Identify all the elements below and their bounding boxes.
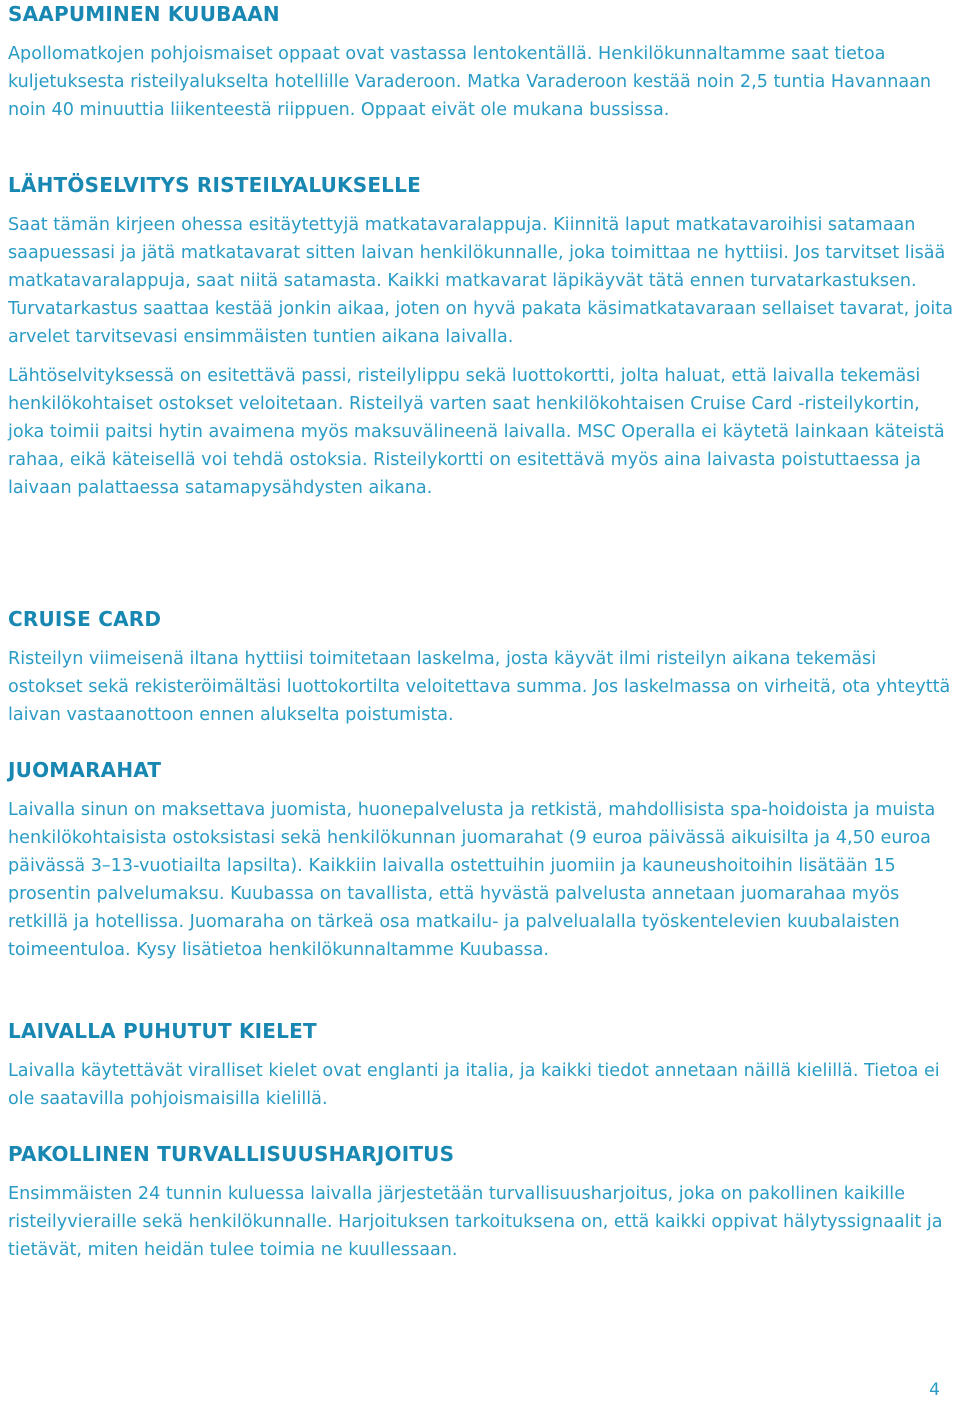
paragraph-tips: Laivalla sinun on maksettava juomista, huonepalvelusta ja retkistä, mahdollisista spa-hoidoista ja muista henkilökohtaisista ostoksistasi sekä henkilökunnan juomarahat (9 euroa päivässä aikuisilta ja 4,50 euroa päivässä 3–13-vuotiailta lapsilta). Kaikkiin laivalla ostettuihin juomiin ja kauneushoitoihin lisätään 15 prosentin palvelumaksu. Kuubassa on tavallista, että hyvästä palvelusta annetaan juomarahaa myös retkillä ja hotellissa. Juomaraha on tärkeä osa matkailu- ja palvelualalla työskentelevien kuubalaisten toimeentuloa. Kysy lisätietoa henkilökunnaltamme Kuubassa. bbox=[8, 800, 936, 960]
section-tips bbox=[8, 756, 953, 964]
heading-languages: LAIVALLA PUHUTUT KIELET bbox=[8, 1019, 317, 1043]
heading-checkin: LÄHTÖSELVITYS RISTEILYALUKSELLE bbox=[8, 173, 421, 197]
heading-tips: JUOMARAHAT bbox=[8, 758, 162, 782]
section-checkin bbox=[8, 171, 953, 502]
section-languages bbox=[8, 1017, 953, 1113]
heading-cruise-card: CRUISE CARD bbox=[8, 607, 162, 631]
heading-safety-drill: PAKOLLINEN TURVALLISUUSHARJOITUS bbox=[8, 1142, 455, 1166]
paragraph-safety-drill: Ensimmäisten 24 tunnin kuluessa laivalla järjestetään turvallisuusharjoitus, joka on pakollinen kaikille risteilyvieraille sekä henkilökunnalle. Harjoituksen tarkoituksena on, että kaikki oppivat hälytyssignaalit ja tietävät, miten heidän tulee toimia ne kuullessaan. bbox=[8, 1184, 943, 1260]
section-arrival bbox=[8, 0, 953, 124]
page-number: 4 bbox=[929, 1380, 940, 1400]
section-cruise-card bbox=[8, 605, 953, 729]
paragraph-checkin-documents: Lähtöselvityksessä on esitettävä passi, risteilylippu sekä luottokortti, jolta haluat, että laivalla tekemäsi henkilökohtaiset ostokset veloitetaan. Risteilyä varten saat henkilökohtaisen Cruise Card -risteilykortin, joka toimii paitsi hytin avaimena myös maksuvälineenä laivalla. MSC Operalla ei käytetä lainkaan käteistä rahaa, eikä käteisellä voi tehdä ostoksia. Risteilykortti on esitettävä myös aina laivasta poistuttaessa ja laivaan palattaessa satamapysähdysten aikana. bbox=[8, 366, 945, 498]
heading-arrival: SAAPUMINEN KUUBAAN bbox=[8, 2, 280, 26]
paragraph-languages: Laivalla käytettävät viralliset kielet ovat englanti ja italia, ja kaikki tiedot annetaan näillä kielillä. Tietoa ei ole saatavilla pohjoismaisilla kielillä. bbox=[8, 1061, 940, 1109]
section-safety-drill bbox=[8, 1140, 953, 1264]
paragraph-arrival: Apollomatkojen pohjoismaiset oppaat ovat vastassa lentokentällä. Henkilökunnaltamme saat tietoa kuljetuksesta risteilyalukselta hotellille Varaderoon. Matka Varaderoon kestää noin 2,5 tuntia Havannaan noin 40 minuuttia liikenteestä riippuen. Oppaat eivät ole mukana bussissa. bbox=[8, 44, 932, 120]
paragraph-cruise-card: Risteilyn viimeisenä iltana hyttiisi toimitetaan laskelma, josta käyvät ilmi risteilyn aikana tekemäsi ostokset sekä rekisteröimältäsi luottokortilta veloitettava summa. Jos laskelmassa on virheitä, ota yhteyttä laivan vastaanottoon ennen alukselta poistumista. bbox=[8, 649, 951, 725]
paragraph-checkin-luggage: Saat tämän kirjeen ohessa esitäytettyjä matkatavaralappuja. Kiinnitä laput matkatavaroihisi satamaan saapuessasi ja jätä matkatavarat sitten laivan henkilökunnalle, joka toimittaa ne hyttiisi. Jos tarvitset lisää matkatavaralappuja, saat niitä satamasta. Kaikki matkavarat läpikäyvät tätä ennen turvatarkastuksen. Turvatarkastus saattaa kestää jonkin aikaa, joten on hyvä pakata käsimatkatavaraan sellaiset tavarat, joita arvelet tarvitsevasi ensimmäisten tuntien aikana laivalla. bbox=[8, 215, 953, 347]
